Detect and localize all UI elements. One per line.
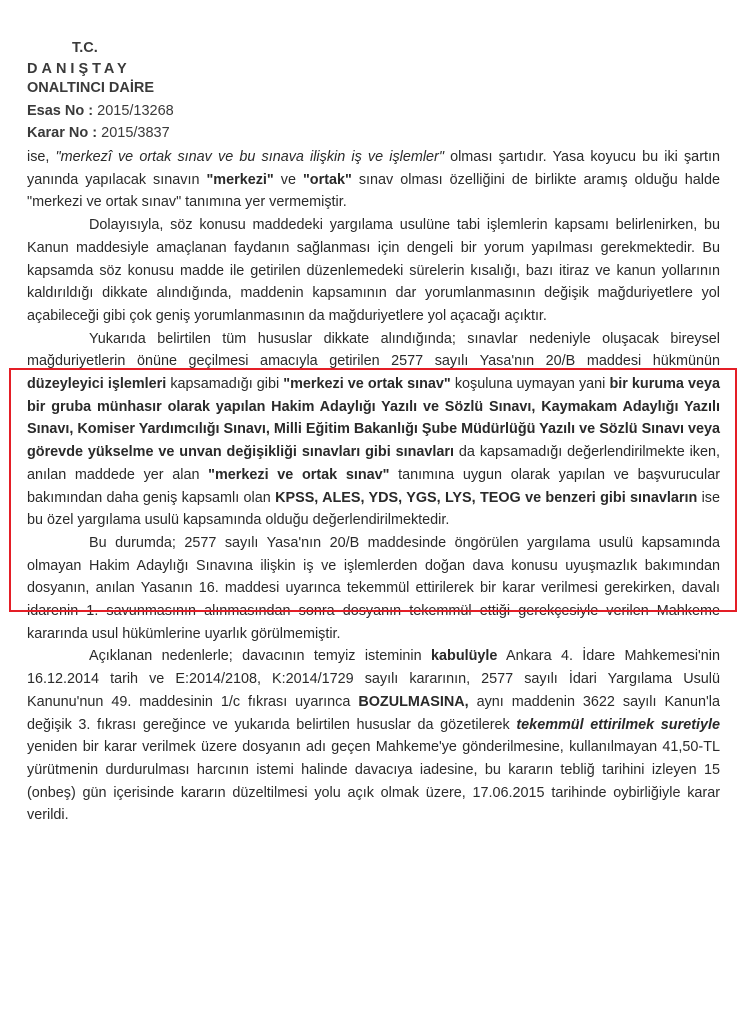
text-segment: koşuluna uymayan yani xyxy=(450,376,610,393)
text-segment: sınav olması özelliğini de birlikte aramış olduğu halde "merkezi ve ortak sınav" tanımına yer vermemiştir. xyxy=(27,171,720,211)
text-segment: bir kuruma veya bir gruba münhasır olarak yapılan Hakim Adaylığı Yazılı ve Sözlü Sınavı, Kaymakam Adaylığı Yazılı Sınavı, Komiser Yardımcılığı Sınavı, Milli Eğitim Bakanlığı Şube Müdürlüğü Yazılı ve Sözlü Sınavı veya görevde yükselme ve unvan değişikliği sınavları gibi sınavları xyxy=(27,376,721,461)
esas-no xyxy=(27,103,174,119)
karar-value: 2015/3837 xyxy=(101,125,170,141)
text-segment: Dolayısıyla, söz konusu maddedeki yargılama usulüne tabi işlemlerin kapsamı belirlenirken, bu Kanun maddesiyle amaçlanan faydanın sağlanması için dengeli bir yorum yapılması gerekmektedir. Bu kapsamda söz konusu madde ile getirilen düzenlemedeki sürelerin kısalığı, bazı itiraz ve kanun yollarının kaldırıldığı dikkate alındığında, maddenin kapsamının dar yorumlanmasının değişik mağduriyetlere yol açabileceği gibi çok geniş yorumlanmasının da mağduriyetlere yol açacağı açıktır. xyxy=(27,217,720,324)
text-segment: tanımına uygun olarak yapılan ve başvurucular bakımından daha geniş kapsamlı olan xyxy=(27,466,720,506)
text-segment: kapsamadığı gibi xyxy=(166,376,284,393)
paragraph-p3 xyxy=(27,328,720,532)
text-segment: ise bu özel yargılama usulü kapsamında olduğu değerlendirilmektedir. xyxy=(27,489,720,529)
text-segment: tekemmül ettirilmek suretiyle xyxy=(516,716,720,733)
paragraph-p4 xyxy=(27,532,720,646)
text-segment: BOZULMASINA, xyxy=(358,693,469,710)
text-segment: aynı maddenin 3622 sayılı Kanun'la değişik 3. fıkrası gereğince ve yukarıda belirtilen hususlar da gözetilerek xyxy=(27,693,720,733)
text-segment: KPSS, ALES, YDS, YGS, LYS, TEOG ve benzeri gibi sınavların xyxy=(275,489,698,506)
text-segment: da kapsamadığı değerlendirilmekte iken, anılan maddede yer alan xyxy=(27,444,720,483)
text-segment: kabulüyle xyxy=(431,648,498,665)
text-segment: "ortak" xyxy=(302,171,352,188)
text-segment: Ankara 4. İdare Mahkemesi'nin 16.12.2014 tarih ve E:2014/2108, K:2014/1729 sayılı kararının, 2577 sayılı İdari Yargılama Usulü Kanunu'nun 49. maddesinin 1/c fıkrası uyarınca xyxy=(27,648,721,710)
paragraph-p1 xyxy=(27,146,720,214)
text-segment: ise, xyxy=(27,149,56,165)
text-segment: "merkezî ve ortak sınav ve bu sınava ilişkin iş ve işlemler" xyxy=(55,149,444,165)
header-tc: T.C. xyxy=(72,40,98,56)
karar-label: Karar No : xyxy=(27,125,98,141)
esas-label: Esas xyxy=(27,103,61,119)
paragraph-p5 xyxy=(27,645,720,827)
esas-no-label: No : xyxy=(64,103,94,119)
karar-no xyxy=(27,125,170,141)
text-segment: "merkezi" xyxy=(206,171,274,188)
esas-value: 2015/13268 xyxy=(97,103,174,119)
text-segment: yeniden bir karar verilmek üzere dosyanın adı geçen Mahkeme'ye gönderilmesine, kullanılmayan 41,50-TL yürütmenin durdurulması harcının istemi halinde davacıya iadesine, bu kararın tebliğ tarihini izleyen 15 (onbeş) gün içerisinde kararın düzeltilmesi yolu açık olmak üzere, 17.06.2015 tarihinde oybirliğiyle karar verildi. xyxy=(27,739,720,824)
header-court: DANIŞTAY xyxy=(27,61,131,77)
text-segment: ve xyxy=(273,171,303,188)
text-segment: düzeyleyici işlemleri xyxy=(27,376,167,393)
text-segment: "merkezi ve ortak sınav" xyxy=(283,376,451,393)
text-segment: Bu durumda; 2577 sayılı Yasa'nın 20/B maddesinde öngörülen yargılama usulü kapsamında olmayan Hakim Adaylığı Sınavına ilişkin iş ve işlemlerden doğan dava konusu uyuşmazlık bakımından dosyanın, anılan Yasanın 16. maddesi uyarınca tekemmül ettirilerek bir karar verilmesi gerekirken, davalı idarenin 1. savunmasının alınmasından sonra dosyanın tekemmül ettiği gerekçesiyle verilen Mahkeme kararında usul hükümlerine uyarlık görülmemiştir. xyxy=(27,534,720,642)
text-segment: "merkezi ve ortak sınav" xyxy=(208,466,390,483)
text-segment: Açıklanan nedenlerle; davacının temyiz isteminin xyxy=(89,648,432,665)
header-chamber: ONALTINCI DAİRE xyxy=(27,80,155,96)
paragraph-p2 xyxy=(27,214,720,328)
text-segment: Yukarıda belirtilen tüm hususlar dikkate alındığında; sınavlar nedeniyle oluşacak bireysel mağduriyetlerin önüne geçilmesi amacıyla getirilen 2577 sayılı Yasa'nın 20/B maddesi hükmünün xyxy=(27,330,720,370)
document-body xyxy=(27,146,720,827)
text-segment: olması şartıdır. Yasa koyucu bu iki şartın yanında yapılacak sınavın xyxy=(27,149,720,188)
